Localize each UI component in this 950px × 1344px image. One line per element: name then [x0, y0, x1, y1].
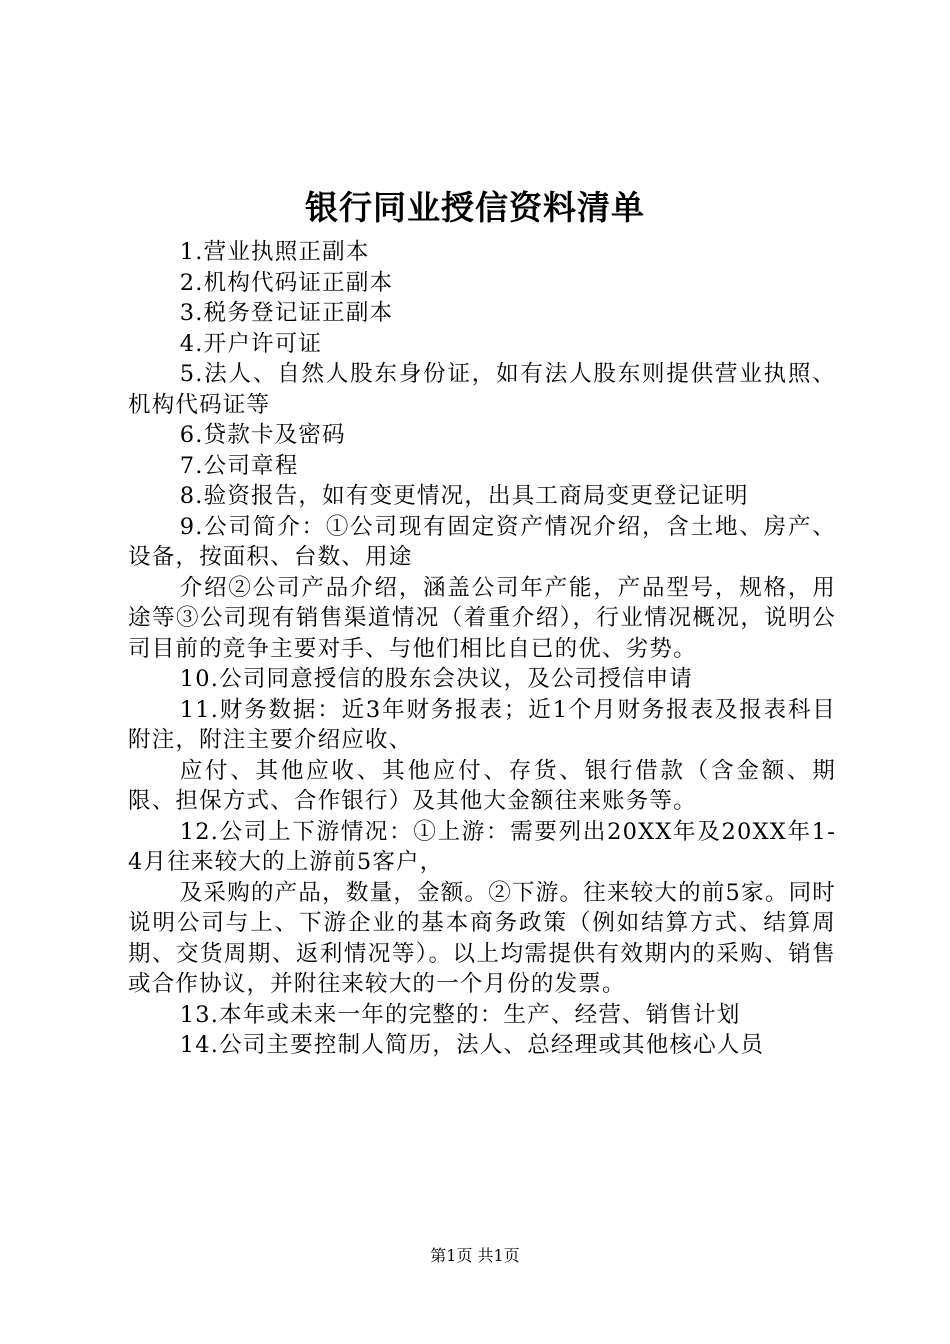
page-footer: 第1页 共1页	[430, 1246, 520, 1265]
list-item: 4.开户许可证	[179, 330, 323, 357]
list-item: 10.公司同意授信的股东会决议，及公司授信申请	[179, 666, 694, 692]
list-item: 12.公司上下游情况：①上游：需要列出20XX年及20XX年1-4月往来较大的上游前5客户，	[128, 818, 836, 875]
list-item-continuation: 介绍②公司产品介绍，涵盖公司年产能，产品型号，规格，用途等③公司现有销售渠道情况（着重介绍），行业情况概况，说明公司目前的竞争主要对手、与他们相比自已的优、劣势。	[128, 574, 836, 662]
list-item: 3.税务登记证正副本	[179, 300, 394, 326]
list-item: 1.营业执照正副本	[179, 239, 370, 265]
list-item-continuation: 及采购的产品，数量，金额。②下游。往来较大的前5家。同时说明公司与上、下游企业的基本商务政策（例如结算方式、结算周期、交货周期、返利情况等）。以上均需提供有效期内的采购、销售或合作协议，并附往来较大的一个月份的发票。	[128, 879, 836, 997]
list-item: 8.验资报告，如有变更情况，出具工商局变更登记证明	[179, 483, 749, 509]
list-item-continuation: 应付、其他应收、其他应付、存货、银行借款（含金额、期限、担保方式、合作银行）及其他大金额往来账务等。	[128, 757, 836, 814]
list-item: 9.公司简介：①公司现有固定资产情况介绍，含土地、房产、设备，按面积、台数、用途	[128, 513, 836, 570]
list-item: 7.公司章程	[179, 452, 299, 479]
list-item: 5.法人、自然人股东身份证，如有法人股东则提供营业执照、机构代码证等	[128, 361, 836, 418]
list-item: 2.机构代码证正副本	[179, 269, 394, 296]
document-title: 银行同业授信资料清单	[305, 188, 645, 227]
list-item: 6.贷款卡及密码	[179, 422, 346, 448]
list-item: 14.公司主要控制人简历，法人、总经理或其他核心人员	[179, 1032, 765, 1058]
list-item: 13.本年或未来一年的完整的：生产、经营、销售计划	[179, 1001, 741, 1028]
document-body	[128, 237, 836, 1061]
list-item: 11.财务数据：近3年财务报表；近1个月财务报表及报表科目附注，附注主要介绍应收、	[128, 696, 836, 753]
